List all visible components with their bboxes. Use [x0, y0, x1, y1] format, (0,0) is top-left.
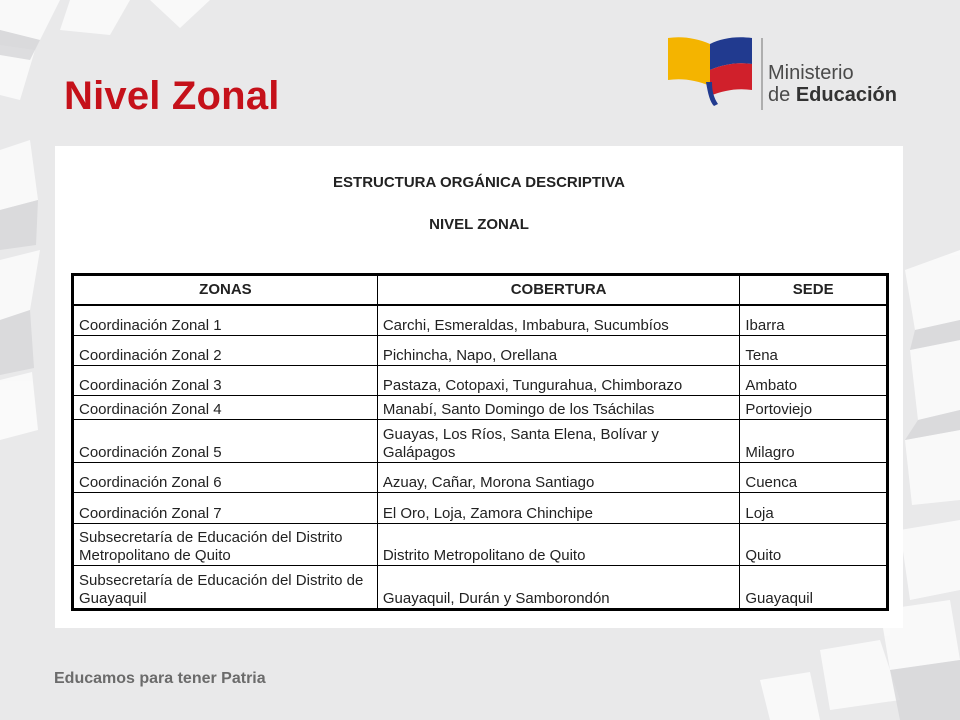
cell-zona: Coordinación Zonal 6	[73, 462, 378, 492]
ministerio-flag-icon	[666, 34, 766, 114]
cell-cobertura: Pichincha, Napo, Orellana	[377, 335, 740, 365]
cell-cobertura: Distrito Metropolitano de Quito	[377, 523, 740, 565]
header-zonas: ZONAS	[73, 275, 378, 306]
cell-sede: Ibarra	[740, 305, 888, 335]
document-image	[55, 146, 903, 628]
cell-cobertura: El Oro, Loja, Zamora Chinchipe	[377, 492, 740, 523]
ministerio-logo	[666, 34, 926, 114]
logo-line-2	[768, 84, 897, 106]
cell-sede: Ambato	[740, 365, 888, 395]
cell-cobertura: Azuay, Cañar, Morona Santiago	[377, 462, 740, 492]
cell-zona: Coordinación Zonal 5	[73, 419, 378, 462]
table-row	[73, 492, 888, 523]
footer-slogan: Educamos para tener Patria	[54, 670, 266, 687]
cell-sede: Portoviejo	[740, 395, 888, 419]
table-row	[73, 365, 888, 395]
cell-cobertura: Guayaquil, Durán y Samborondón	[377, 565, 740, 609]
zones-table	[71, 273, 889, 611]
slide-title: Nivel Zonal	[64, 74, 280, 118]
table-row	[73, 565, 888, 609]
cell-cobertura: Guayas, Los Ríos, Santa Elena, Bolívar y Galápagos	[377, 419, 740, 462]
cell-sede: Tena	[740, 335, 888, 365]
logo-line-2-prefix: de	[768, 84, 796, 106]
cell-sede: Loja	[740, 492, 888, 523]
cell-zona: Coordinación Zonal 4	[73, 395, 378, 419]
header-sede: SEDE	[740, 275, 888, 306]
table-row	[73, 523, 888, 565]
cell-cobertura: Manabí, Santo Domingo de los Tsáchilas	[377, 395, 740, 419]
table-row	[73, 395, 888, 419]
cell-zona: Subsecretaría de Educación del Distrito Metropolitano de Quito	[73, 523, 378, 565]
cell-sede: Milagro	[740, 419, 888, 462]
table-row	[73, 419, 888, 462]
cell-cobertura: Pastaza, Cotopaxi, Tungurahua, Chimborazo	[377, 365, 740, 395]
document-heading: ESTRUCTURA ORGÁNICA DESCRIPTIVA	[333, 174, 625, 191]
logo-line-2-bold: Educación	[795, 84, 897, 106]
cell-zona: Subsecretaría de Educación del Distrito de Guayaquil	[73, 565, 378, 609]
table-row	[73, 335, 888, 365]
logo-line-1: Ministerio	[768, 62, 854, 84]
table-row	[73, 462, 888, 492]
cell-sede: Cuenca	[740, 462, 888, 492]
cell-zona: Coordinación Zonal 7	[73, 492, 378, 523]
cell-zona: Coordinación Zonal 3	[73, 365, 378, 395]
cell-sede: Quito	[740, 523, 888, 565]
cell-sede: Guayaquil	[740, 565, 888, 609]
header-cobertura: COBERTURA	[377, 275, 740, 306]
table-header-row	[73, 275, 888, 306]
cell-zona: Coordinación Zonal 2	[73, 335, 378, 365]
cell-cobertura: Carchi, Esmeraldas, Imbabura, Sucumbíos	[377, 305, 740, 335]
cell-zona: Coordinación Zonal 1	[73, 305, 378, 335]
document-subheading: NIVEL ZONAL	[429, 216, 529, 233]
table-row	[73, 305, 888, 335]
